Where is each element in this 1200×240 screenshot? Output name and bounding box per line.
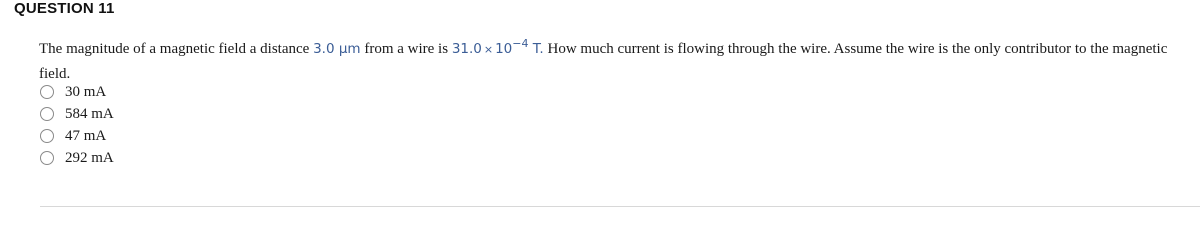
answer-choice[interactable] [40,103,114,125]
section-divider [40,206,1200,207]
field-base: 10 [495,41,513,57]
field-unit: T. [528,41,544,57]
answer-choice-label: 30 mA [65,83,107,100]
answer-choice-label: 584 mA [65,105,114,122]
field-mantissa: 31.0 [451,41,482,57]
radio-button[interactable] [40,151,54,165]
distance-value: 3.0 μm [313,41,361,57]
answer-choice[interactable] [40,81,114,103]
answer-choice[interactable] [40,147,114,169]
answer-choices [40,81,114,169]
field-exponent: −4 [512,37,529,50]
times-sign: × [483,43,494,56]
radio-button[interactable] [40,129,54,143]
radio-button[interactable] [40,85,54,99]
answer-choice-label: 292 mA [65,149,114,166]
question-text-part3: How much current is flowing through the wire. Assume the wire is the only contributor to the magnetic field. [39,41,1168,82]
question-text-part1: The magnitude of a magnetic field a distance [39,41,314,57]
question-text [39,37,1189,87]
question-title: QUESTION 11 [14,0,115,17]
question-text-part2: from a wire is [360,41,452,57]
answer-choice-label: 47 mA [65,127,107,144]
question-header [0,0,1200,24]
radio-button[interactable] [40,107,54,121]
field-value [451,37,544,57]
answer-choice[interactable] [40,125,114,147]
